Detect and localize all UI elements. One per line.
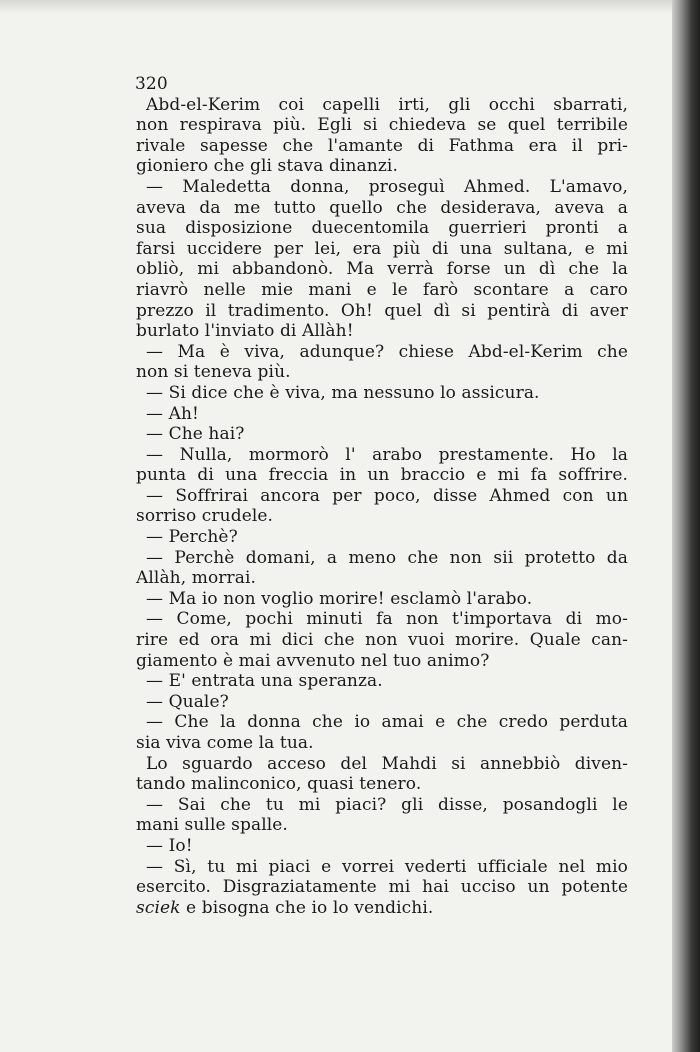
text-line: — Che la donna che io amai e che credo perduta <box>146 712 628 733</box>
final-line-rest: e bisogna che io lo vendichi. <box>180 897 434 918</box>
text-line: — Soffrirai ancora per poco, disse Ahmed con un <box>146 485 628 506</box>
text-line: aveva da me tutto quello che desiderava, aveva a <box>136 197 628 218</box>
page-text-block <box>136 74 628 918</box>
text-line: — Ah! <box>146 403 199 424</box>
text-line: giamento è mai avvenuto nel tuo animo? <box>136 650 490 671</box>
text-line: — Sai che tu mi piaci? gli disse, posandogli le <box>146 794 628 815</box>
text-line: — Si dice che è viva, ma nessuno lo assicura. <box>146 382 540 403</box>
text-line: rivale sapesse che l'amante di Fathma era il pri- <box>136 135 628 156</box>
text-line: non respirava più. Egli si chiedeva se quel terribile <box>136 115 628 136</box>
text-line: sua disposizione duecentomila guerrieri pronti a <box>136 218 628 239</box>
text-line: tando malinconico, quasi tenero. <box>136 774 422 795</box>
text-line: rire ed ora mi dici che non vuoi morire. Quale can- <box>136 630 628 651</box>
text-line: — E' entrata una speranza. <box>146 671 383 692</box>
text-line: — Perchè domani, a meno che non sii protetto da <box>146 547 628 568</box>
text-line: punta di una freccia in un braccio e mi fa soffrire. <box>136 465 628 486</box>
text-line: — Come, pochi minuti fa non t'importava di mo- <box>146 609 628 630</box>
text-line: non si teneva più. <box>136 362 291 383</box>
text-line: — Che hai? <box>146 424 245 445</box>
text-line: esercito. Disgraziatamente mi hai ucciso un potente <box>136 877 628 898</box>
italic-word: sciek <box>136 897 181 918</box>
text-line: mani sulle spalle. <box>136 815 288 836</box>
text-line: Abd-el-Kerim coi capelli irti, gli occhi sbarrati, <box>146 94 628 115</box>
text-line: farsi uccidere per lei, era più di una sultana, e mi <box>136 238 628 259</box>
text-line: Allàh, morrai. <box>136 568 257 589</box>
text-line: — Sì, tu mi piaci e vorrei vederti ufficiale nel mio <box>146 856 628 877</box>
text-line: — Quale? <box>146 691 229 712</box>
text-line: — Maledetta donna, proseguì Ahmed. L'amavo, <box>146 176 628 197</box>
text-line: — Io! <box>146 835 193 856</box>
page-top-shadow <box>0 0 672 14</box>
text-line: burlato l'inviato di Allàh! <box>136 321 354 342</box>
page-number: 320 <box>135 74 168 94</box>
text-line-final <box>136 898 628 919</box>
text-line: obliò, mi abbandonò. Ma verrà forse un dì che la <box>136 259 628 280</box>
text-line: — Nulla, mormorò l' arabo prestamente. Ho la <box>146 444 628 465</box>
text-line: prezzo il tradimento. Oh! quel dì si pentirà di aver <box>136 300 628 321</box>
text-line: — Ma è viva, adunque? chiese Abd-el-Kerim che <box>146 341 628 362</box>
text-line: gioniero che gli stava dinanzi. <box>136 156 398 177</box>
text-line: sorriso crudele. <box>136 506 274 527</box>
body-text <box>136 95 628 898</box>
text-line: riavrò nelle mie mani e le farò scontare a caro <box>136 279 628 300</box>
text-line: — Perchè? <box>146 527 238 548</box>
book-binding-edge <box>672 0 700 1052</box>
text-line: sia viva come la tua. <box>136 733 314 753</box>
text-line: Lo sguardo acceso del Mahdi si annebbiò diven- <box>146 753 628 774</box>
text-line: — Ma io non voglio morire! esclamò l'arabo. <box>146 588 533 609</box>
